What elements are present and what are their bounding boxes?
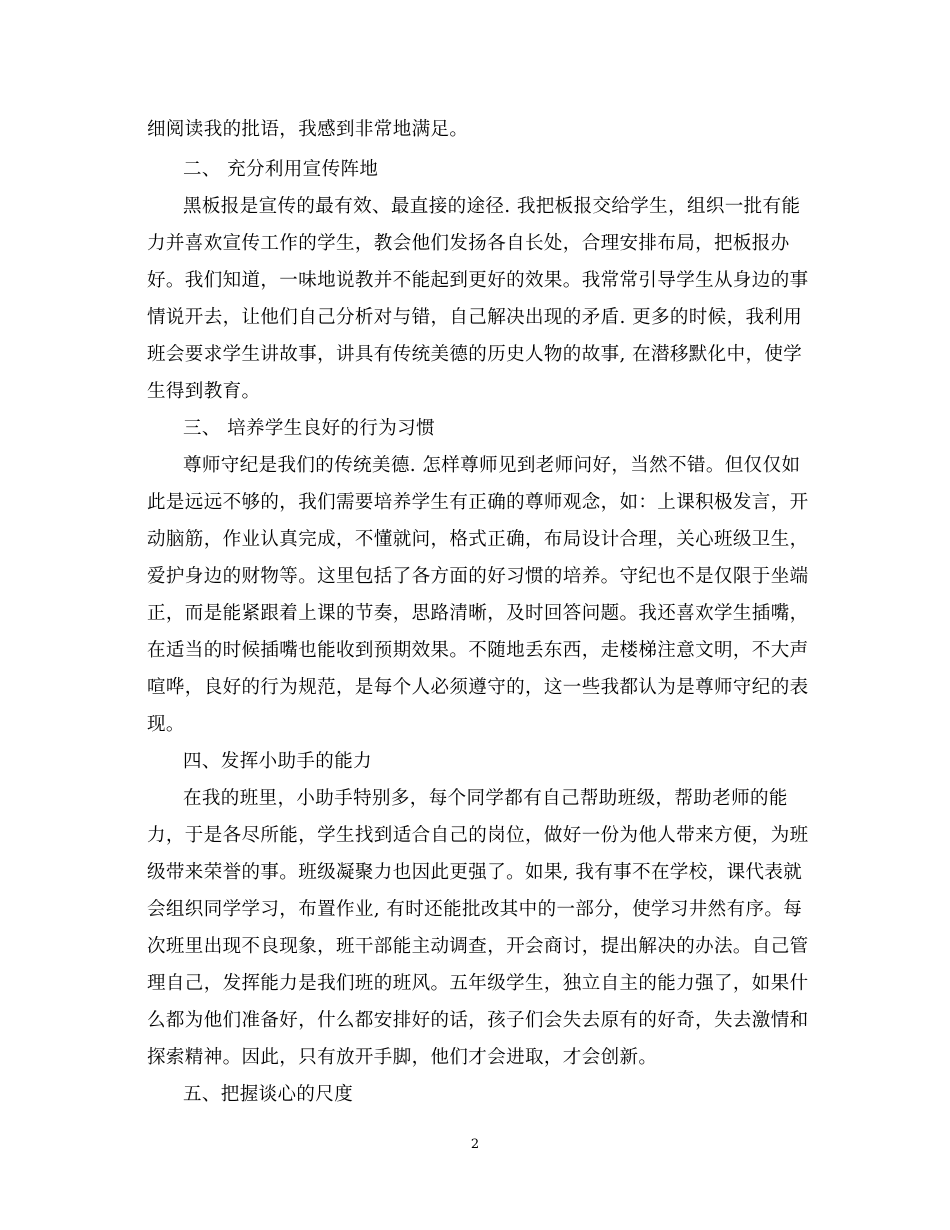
paragraph-line: 好。我们知道，一味地说教并不能起到更好的效果。我常常引导学生从身边的事 xyxy=(147,270,809,291)
paragraph-line: 理自己，发挥能力是我们班的班风。五年级学生，独立自主的能力强了，如果什 xyxy=(147,973,809,994)
section-heading: 二、 充分利用宣传阵地 xyxy=(183,159,379,180)
section-heading: 四、发挥小助手的能力 xyxy=(183,751,373,772)
section-heading: 五、把握谈心的尺度 xyxy=(183,1084,354,1105)
paragraph-line: 生得到教育。 xyxy=(147,381,261,402)
section-heading: 三、 培养学生良好的行为习惯 xyxy=(183,418,435,439)
paragraph-line: 力，于是各尽所能，学生找到适合自己的岗位，做好一份为他人带来方便，为班 xyxy=(147,825,809,846)
paragraph-line: 班会要求学生讲故事，讲具有传统美德的历史人物的故事, 在潜移默化中，使学 xyxy=(147,344,803,365)
paragraph-line: 动脑筋，作业认真完成，不懂就问，格式正确，布局设计合理，关心班级卫生， xyxy=(147,529,809,550)
paragraph-line: 喧哗，良好的行为规范，是每个人必须遵守的，这一些我都认为是尊师守纪的表 xyxy=(147,677,809,698)
paragraph-line: 会组织同学学习，布置作业, 有时还能批改其中的一部分，使学习井然有序。每 xyxy=(147,899,803,920)
paragraph-line: 尊师守纪是我们的传统美德. 怎样尊师见到老师问好，当然不错。但仅仅如 xyxy=(183,455,801,476)
paragraph-line: 探索精神。因此，只有放开手脚，他们才会进取，才会创新。 xyxy=(147,1047,658,1068)
paragraph-line: 次班里出现不良现象，班干部能主动调查，开会商讨，提出解决的办法。自己管 xyxy=(147,936,809,957)
paragraph-line: 在我的班里，小助手特别多，每个同学都有自己帮助班级，帮助老师的能 xyxy=(183,788,788,809)
page-number: 2 xyxy=(470,1137,480,1152)
paragraph-line: 爱护身边的财物等。这里包括了各方面的好习惯的培养。守纪也不是仅限于坐端 xyxy=(147,566,809,587)
paragraph-line: 在适当的时候插嘴也能收到预期效果。不随地丢东西，走楼梯注意文明，不大声 xyxy=(147,640,809,661)
intro-tail-line: 细阅读我的批语，我感到非常地满足。 xyxy=(147,119,469,140)
paragraph-line: 力并喜欢宣传工作的学生，教会他们发扬各自长处，合理安排布局，把板报办 xyxy=(147,233,790,254)
paragraph-line: 现。 xyxy=(147,714,185,735)
paragraph-line: 么都为他们准备好，什么都安排好的话，孩子们会失去原有的好奇，失去激情和 xyxy=(147,1010,809,1031)
paragraph-line: 级带来荣誉的事。班级凝聚力也因此更强了。如果, 我有事不在学校，课代表就 xyxy=(147,862,803,883)
paragraph-line: 黑板报是宣传的最有效、最直接的途径. 我把板报交给学生，组织一批有能 xyxy=(183,196,801,217)
paragraph-line: 此是远远不够的，我们需要培养学生有正确的尊师观念，如：上课积极发言，开 xyxy=(147,492,809,513)
paragraph-line: 情说开去，让他们自己分析对与错，自己解决出现的矛盾. 更多的时候，我利用 xyxy=(147,307,803,328)
paragraph-line: 正，而是能紧跟着上课的节奏，思路清晰，及时回答问题。我还喜欢学生插嘴， xyxy=(147,603,809,624)
